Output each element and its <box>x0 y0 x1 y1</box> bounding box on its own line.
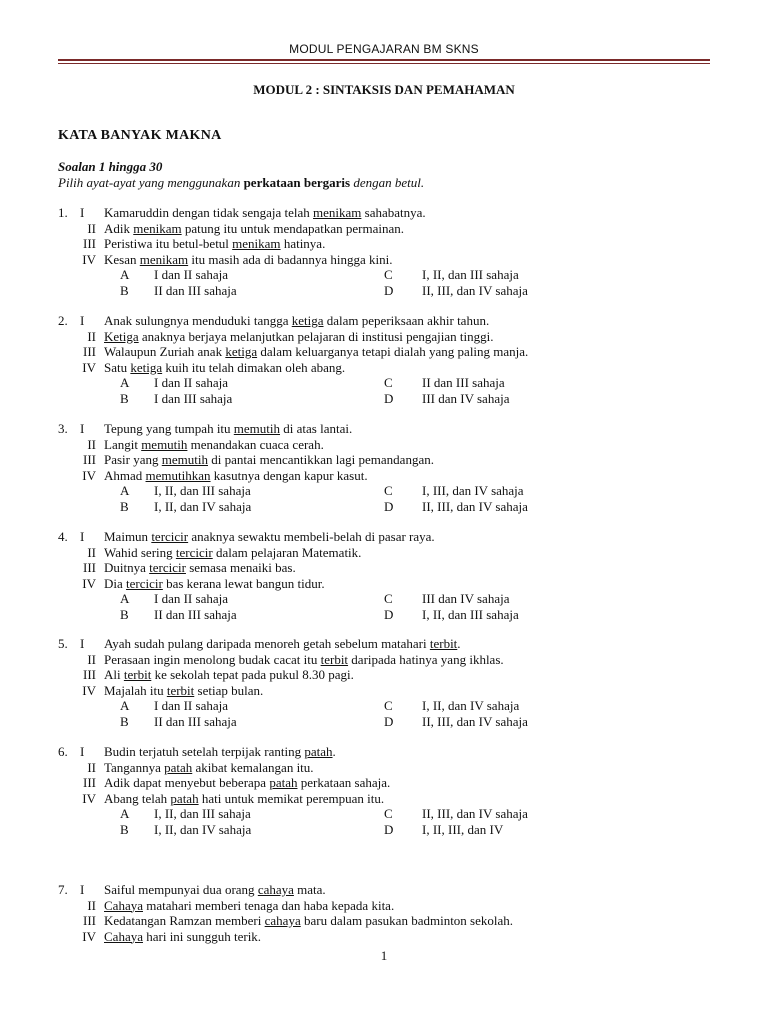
option-text[interactable]: I dan II sahaja <box>154 591 228 606</box>
instruction <box>58 175 424 191</box>
statement-numeral: IV <box>82 467 96 483</box>
statement-numeral: I <box>80 421 85 436</box>
statement-text <box>104 882 326 898</box>
option-letter[interactable]: B <box>120 606 129 622</box>
option-text[interactable]: II, III, dan IV sahaja <box>422 282 528 298</box>
statement-numeral: I <box>80 205 85 220</box>
statement-post: hati untuk memikat perempuan itu. <box>198 790 385 806</box>
option-text[interactable]: II dan III sahaja <box>154 606 237 622</box>
option-text[interactable]: II dan III sahaja <box>422 375 505 390</box>
options-row <box>58 483 718 499</box>
statement-text <box>104 667 354 683</box>
statement-post: perkataan sahaja. <box>297 775 391 790</box>
statement-text <box>104 652 504 668</box>
statement-numeral: I <box>80 313 85 328</box>
statement-post: menandakan cuaca cerah. <box>187 436 324 452</box>
statement-post: . <box>457 636 461 651</box>
statement-row <box>58 344 718 360</box>
options-row <box>58 591 718 607</box>
underlined-word: patah <box>304 744 333 759</box>
statement-row <box>58 329 718 345</box>
underlined-word: tercicir <box>151 529 189 544</box>
options-row <box>58 806 718 822</box>
statement-numeral: III <box>83 236 96 251</box>
statement-numeral: II <box>87 897 96 913</box>
statement-post: daripada hatinya yang ikhlas. <box>348 651 504 667</box>
statement-row <box>58 913 718 929</box>
question-number: 5. <box>58 636 68 651</box>
statement-post: mata. <box>293 882 326 897</box>
statement-post: di atas lantai. <box>280 421 353 436</box>
options-row <box>58 499 718 515</box>
underlined-word: ketiga <box>225 344 258 359</box>
statement-pre: Pasir yang <box>104 452 162 467</box>
options-row <box>58 375 718 391</box>
option-letter[interactable]: B <box>120 498 129 514</box>
statement-text <box>104 913 513 929</box>
option-text[interactable]: II, III, dan IV sahaja <box>422 713 528 729</box>
statement-numeral: IV <box>82 575 96 591</box>
underlined-word: terbit <box>320 651 349 667</box>
statement-numeral: IV <box>82 790 96 806</box>
statement-row <box>58 791 718 807</box>
statement-row <box>58 452 718 468</box>
option-letter[interactable]: B <box>120 390 129 406</box>
statement-numeral: I <box>80 744 85 759</box>
statement-pre: Ayah sudah pulang daripada menoreh getah sebelum matahari <box>104 636 430 651</box>
soalan-title: Soalan 1 hingga 30 <box>58 159 163 174</box>
statement-post: dalam keluarganya tetapi dialah yang paling manja. <box>257 344 529 359</box>
header-title: MODUL PENGAJARAN BM SKNS <box>289 42 479 56</box>
instruction-bold: perkataan bergaris <box>243 175 351 190</box>
statement-post: hari ini sungguh terik. <box>142 928 262 944</box>
underlined-word: ketiga <box>291 313 324 328</box>
statement-row <box>58 683 718 699</box>
underlined-word: cahaya <box>257 882 294 897</box>
statement-text <box>104 560 296 576</box>
option-letter[interactable]: C <box>384 375 393 390</box>
underlined-word: terbit <box>166 682 195 698</box>
statement-text <box>104 329 494 345</box>
statement-pre: Ali <box>104 667 124 682</box>
statement-row <box>58 667 718 683</box>
option-text[interactable]: II, III, dan IV sahaja <box>422 806 528 821</box>
statement-row <box>58 652 718 668</box>
statement-row <box>58 221 718 237</box>
statement-pre: Dia <box>104 575 127 591</box>
underlined-word: cahaya <box>264 913 301 928</box>
statement-post: patung itu untuk mendapatkan permainan. <box>181 220 405 236</box>
underlined-word: Cahaya <box>104 897 143 913</box>
statement-text <box>104 576 325 592</box>
option-text[interactable]: I, II, dan III sahaja <box>422 267 519 282</box>
page-number: 1 <box>380 948 388 963</box>
option-letter[interactable]: D <box>384 498 394 514</box>
question-number: 6. <box>58 744 68 759</box>
statement-numeral: III <box>83 775 96 790</box>
option-text[interactable]: I dan II sahaja <box>154 375 228 390</box>
underlined-word: tercicir <box>175 544 213 560</box>
question-number: 2. <box>58 313 68 328</box>
statement-pre: Kamaruddin dengan tidak sengaja telah <box>104 205 314 220</box>
statement-text <box>104 344 528 360</box>
statement-post: ke sekolah tepat pada pukul 8.30 pagi. <box>151 667 354 682</box>
statement-pre: Tepung yang tumpah itu <box>104 421 234 436</box>
statement-text <box>104 468 368 484</box>
statement-post: dalam pelajaran Matematik. <box>212 544 362 560</box>
statement-post: di pantai mencantikkan lagi pemandangan. <box>208 452 434 467</box>
statement-numeral: IV <box>82 928 96 944</box>
statement-post: kuih itu telah dimakan oleh abang. <box>162 359 346 375</box>
option-letter[interactable]: C <box>384 698 393 713</box>
option-text[interactable]: II, III, dan IV sahaja <box>422 498 528 514</box>
underlined-word: terbit <box>123 667 152 682</box>
option-text[interactable]: I, II, dan IV sahaja <box>154 498 252 514</box>
statement-post: . <box>332 744 336 759</box>
statement-post: anaknya sewaktu membeli-belah di pasar raya. <box>188 529 435 544</box>
statement-pre: Budin terjatuh setelah terpijak ranting <box>104 744 305 759</box>
instruction-part2: dengan betul. <box>350 175 425 190</box>
statement-text <box>104 791 384 807</box>
statement-pre: Kedatangan Ramzan memberi <box>104 913 265 928</box>
statement-row <box>58 360 718 376</box>
statement-pre: Abang telah <box>104 790 171 806</box>
statement-post: hatinya. <box>280 236 326 251</box>
statement-numeral: III <box>83 667 96 682</box>
statement-text <box>104 760 314 776</box>
statement-post: matahari memberi tenaga dan haba kepada kita. <box>142 897 395 913</box>
statement-post: semasa menaiki bas. <box>185 560 296 575</box>
statement-post: itu masih ada di badannya hingga kini. <box>188 251 393 267</box>
statement-pre: Majalah itu <box>104 682 167 698</box>
statement-post: setiap bulan. <box>194 682 264 698</box>
options-row <box>58 698 718 714</box>
statement-numeral: I <box>80 529 85 544</box>
statement-text <box>104 205 426 221</box>
question-number: 1. <box>58 205 68 220</box>
statement-text <box>104 545 361 561</box>
option-letter[interactable]: C <box>384 267 393 282</box>
statement-row <box>58 437 718 453</box>
options-row <box>58 607 718 623</box>
module-title: MODUL 2 : SINTAKSIS DAN PEMAHAMAN <box>253 82 515 97</box>
statement-numeral: II <box>87 436 96 452</box>
option-letter[interactable]: A <box>120 698 130 713</box>
statement-row <box>58 560 718 576</box>
statement-row <box>58 252 718 268</box>
underlined-word: menikam <box>313 205 362 220</box>
question-4 <box>58 529 718 622</box>
option-text[interactable]: III dan IV sahaja <box>422 390 510 406</box>
statement-numeral: III <box>83 344 96 359</box>
statement-pre: Duitnya <box>104 560 150 575</box>
statement-pre: Wahid sering <box>104 544 176 560</box>
underlined-word: patah <box>269 775 298 790</box>
option-letter[interactable]: C <box>384 483 393 498</box>
option-letter[interactable]: A <box>120 591 130 606</box>
option-letter[interactable]: B <box>120 713 129 729</box>
underlined-word: memutih <box>233 421 281 436</box>
statement-text <box>104 636 461 652</box>
question-3 <box>58 421 718 514</box>
statement-text <box>104 236 325 252</box>
underlined-word: Cahaya <box>104 928 143 944</box>
statement-numeral: I <box>80 636 85 651</box>
underlined-word: tercicir <box>149 560 186 575</box>
statement-text <box>104 421 352 437</box>
option-text[interactable]: I dan III sahaja <box>154 390 233 406</box>
statement-numeral: II <box>87 544 96 560</box>
statement-row <box>58 882 718 898</box>
statement-row <box>58 744 718 760</box>
question-2 <box>58 313 718 406</box>
statement-post: akibat kemalangan itu. <box>192 759 314 775</box>
statement-numeral: II <box>87 759 96 775</box>
statement-text <box>104 221 404 237</box>
question-number: 3. <box>58 421 68 436</box>
option-letter[interactable]: C <box>384 591 393 606</box>
option-text[interactable]: I dan II sahaja <box>154 698 228 713</box>
option-text[interactable]: III dan IV sahaja <box>422 591 510 606</box>
statement-pre: Saiful mempunyai dua orang <box>104 882 258 897</box>
option-letter[interactable]: A <box>120 375 130 390</box>
underlined-word: tercicir <box>126 575 163 591</box>
option-text[interactable]: I, II, dan III sahaja <box>154 806 251 821</box>
statement-row <box>58 929 718 945</box>
statement-row <box>58 576 718 592</box>
statement-numeral: IV <box>82 359 96 375</box>
statement-row <box>58 898 718 914</box>
section-title: KATA BANYAK MAKNA <box>58 128 222 143</box>
statement-text <box>104 929 261 945</box>
statement-pre: Langit <box>104 436 142 452</box>
statement-pre: Adik dapat menyebut beberapa <box>104 775 270 790</box>
question-5 <box>58 636 718 729</box>
statement-row <box>58 421 718 437</box>
statement-numeral: II <box>87 220 96 236</box>
statement-pre: Peristiwa itu betul-betul <box>104 236 233 251</box>
statement-numeral: I <box>80 882 85 897</box>
option-letter[interactable]: B <box>120 821 129 837</box>
options-row <box>58 714 718 730</box>
question-1 <box>58 205 718 298</box>
underlined-word: terbit <box>429 636 458 651</box>
statement-pre: Adik <box>104 220 134 236</box>
question-7 <box>58 882 718 944</box>
statement-text <box>104 437 324 453</box>
statement-row <box>58 468 718 484</box>
underlined-word: Ketiga <box>104 328 139 344</box>
underlined-word: menikam <box>232 236 281 251</box>
option-text[interactable]: II dan III sahaja <box>154 713 237 729</box>
option-letter[interactable]: A <box>120 483 130 498</box>
statement-post: dalam peperiksaan akhir tahun. <box>323 313 490 328</box>
statement-numeral: IV <box>82 251 96 267</box>
statement-row <box>58 529 718 545</box>
option-text[interactable]: I, II, dan III sahaja <box>422 606 519 622</box>
statement-text <box>104 252 392 268</box>
option-letter[interactable]: A <box>120 806 130 821</box>
question-number: 7. <box>58 882 68 897</box>
options-row <box>58 283 718 299</box>
question-6 <box>58 744 718 837</box>
statement-post: sahabatnya. <box>361 205 426 220</box>
statement-numeral: III <box>83 560 96 575</box>
option-letter[interactable]: D <box>384 713 394 729</box>
statement-row <box>58 760 718 776</box>
statement-row <box>58 313 718 329</box>
option-text[interactable]: I, II, III, dan IV <box>422 821 504 837</box>
statement-pre: Satu <box>104 359 131 375</box>
statement-pre: Tangannya <box>104 759 165 775</box>
statement-pre: Ahmad <box>104 467 146 483</box>
header-rule-thin <box>58 63 710 64</box>
statement-row <box>58 236 718 252</box>
question-number: 4. <box>58 529 68 544</box>
header-rule-thick <box>58 59 710 61</box>
statement-row <box>58 775 718 791</box>
option-text[interactable]: I, II, dan III sahaja <box>154 483 251 498</box>
statement-post: anaknya berjaya melanjutkan pelajaran di institusi pengajian tinggi. <box>138 328 494 344</box>
option-letter[interactable]: D <box>384 390 394 406</box>
statement-post: baru dalam pasukan badminton sekolah. <box>300 913 514 928</box>
option-text[interactable]: II dan III sahaja <box>154 282 237 298</box>
underlined-word: memutih <box>161 452 208 467</box>
options-row <box>58 267 718 283</box>
statement-pre: Perasaan ingin menolong budak cacat itu <box>104 651 321 667</box>
option-letter[interactable]: D <box>384 821 394 837</box>
statement-text <box>104 452 434 468</box>
statement-numeral: III <box>83 913 96 928</box>
underlined-word: memutihkan <box>145 467 211 483</box>
statement-row <box>58 545 718 561</box>
statement-pre: Kesan <box>104 251 140 267</box>
option-text[interactable]: I, III, dan IV sahaja <box>422 483 524 498</box>
option-letter[interactable]: C <box>384 806 393 821</box>
statement-pre: Anak sulungnya menduduki tangga <box>104 313 292 328</box>
statement-text <box>104 775 390 791</box>
underlined-word: patah <box>170 790 199 806</box>
statement-row <box>58 636 718 652</box>
statement-text <box>104 529 435 545</box>
statement-post: bas kerana lewat bangun tidur. <box>162 575 325 591</box>
options-row <box>58 822 718 838</box>
statement-text <box>104 744 336 760</box>
statement-numeral: III <box>83 452 96 467</box>
option-text[interactable]: I dan II sahaja <box>154 267 228 282</box>
underlined-word: memutih <box>141 436 188 452</box>
options-row <box>58 391 718 407</box>
option-text[interactable]: I, II, dan IV sahaja <box>154 821 252 837</box>
underlined-word: menikam <box>133 220 182 236</box>
option-text[interactable]: I, II, dan IV sahaja <box>422 698 520 713</box>
statement-text <box>104 360 345 376</box>
underlined-word: ketiga <box>130 359 163 375</box>
underlined-word: patah <box>164 759 193 775</box>
statement-text <box>104 683 263 699</box>
statement-row <box>58 205 718 221</box>
statement-pre: Walaupun Zuriah anak <box>104 344 226 359</box>
option-letter[interactable]: D <box>384 606 394 622</box>
statement-numeral: II <box>87 328 96 344</box>
statement-numeral: II <box>87 651 96 667</box>
statement-pre: Maimun <box>104 529 152 544</box>
option-letter[interactable]: D <box>384 282 394 298</box>
underlined-word: menikam <box>139 251 189 267</box>
statement-text <box>104 313 489 329</box>
statement-numeral: IV <box>82 682 96 698</box>
instruction-part1: Pilih ayat-ayat yang menggunakan <box>58 175 244 190</box>
option-letter[interactable]: A <box>120 267 130 282</box>
option-letter[interactable]: B <box>120 282 129 298</box>
statement-post: kasutnya dengan kapur kasut. <box>210 467 368 483</box>
statement-text <box>104 898 394 914</box>
